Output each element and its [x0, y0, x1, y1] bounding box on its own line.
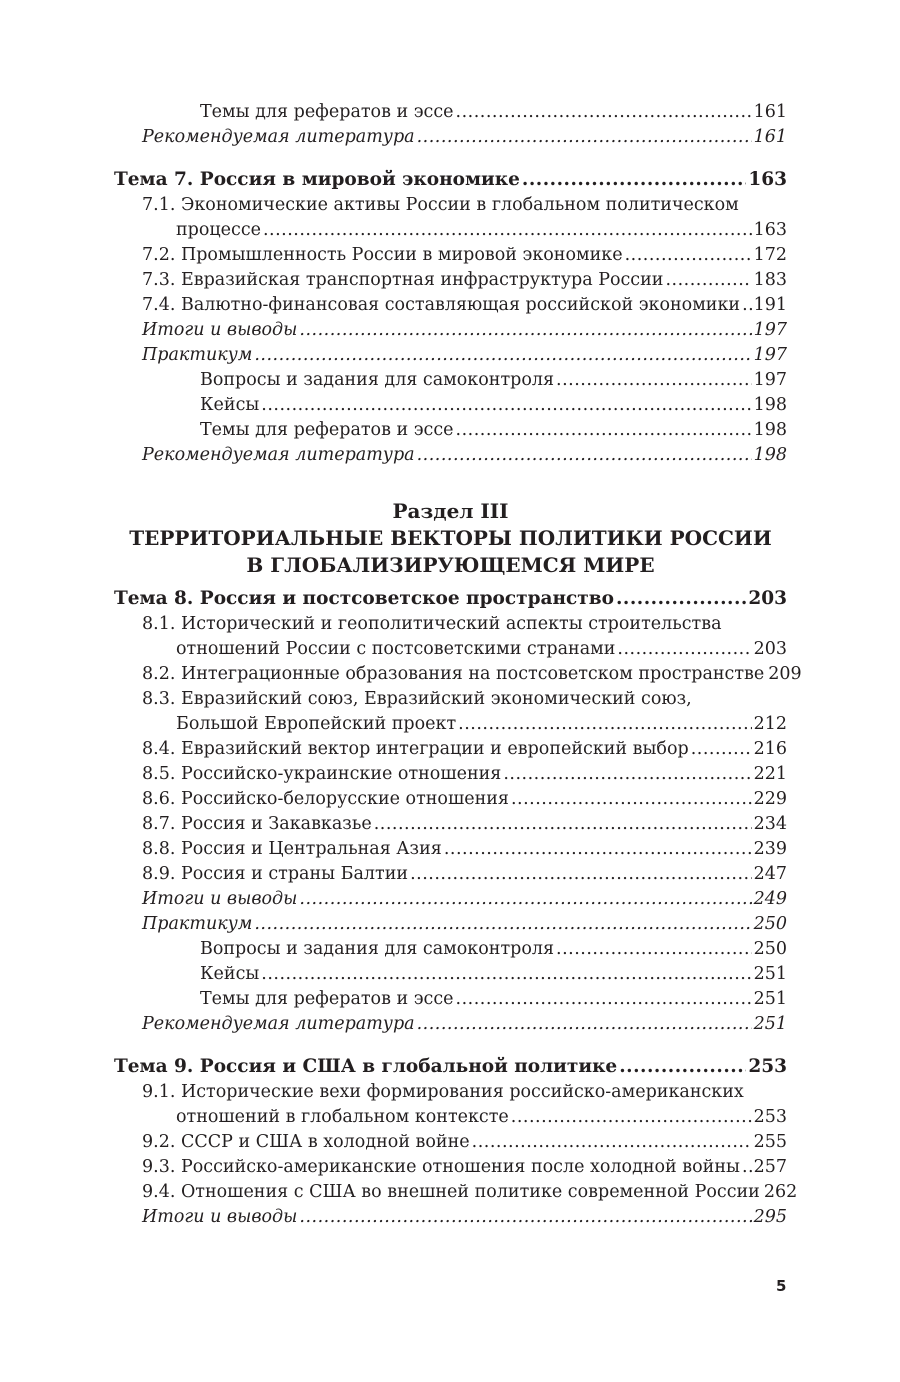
toc-entry-text: Итоги и выводы	[142, 1207, 298, 1227]
toc-entry-page: 172	[753, 245, 787, 265]
toc-entry-text: 7.2. Промышленность России в мировой экономике	[142, 245, 623, 265]
toc-entry-page: 250	[753, 939, 787, 959]
leader-dots	[456, 418, 752, 443]
topic-heading-page: 163	[748, 169, 787, 190]
toc-entry-page: 197	[753, 345, 787, 365]
toc-entry-text: отношений России с постсоветскими странами	[176, 639, 616, 659]
toc-entry-page: 216	[753, 739, 787, 759]
toc-entry[interactable]	[114, 418, 787, 443]
toc-entry-page: 250	[753, 914, 787, 934]
leader-dots	[742, 293, 752, 318]
toc-entry-page: 212	[753, 714, 787, 734]
toc-entry[interactable]	[114, 125, 787, 150]
toc-entry-page: 198	[753, 445, 787, 465]
toc-entry[interactable]	[114, 293, 787, 318]
topic-8-heading[interactable]	[114, 585, 787, 612]
toc-entry-text: Рекомендуемая литература	[142, 127, 415, 147]
toc-entry[interactable]	[114, 987, 787, 1012]
topic-7-items	[114, 243, 787, 468]
toc-entry[interactable]	[114, 343, 787, 368]
toc-top-group	[114, 100, 787, 150]
toc-entry-page: 247	[753, 864, 787, 884]
toc-entry-text: Итоги и выводы	[142, 889, 298, 909]
toc-entry-page: 295	[753, 1207, 787, 1227]
toc-entry-9-1[interactable]	[114, 1105, 787, 1130]
toc-entry-text: Вопросы и задания для самоконтроля	[200, 370, 555, 390]
toc-entry[interactable]	[114, 912, 787, 937]
toc-entry-7-1[interactable]	[114, 218, 787, 243]
toc-entry-page: 257	[753, 1157, 787, 1177]
toc-entry[interactable]	[114, 1205, 787, 1230]
leader-dots	[374, 812, 752, 837]
toc-entry-page: 249	[753, 889, 787, 909]
leader-dots	[254, 912, 751, 937]
section-3-title	[114, 498, 787, 579]
leader-dots	[444, 837, 752, 862]
toc-entry-9-1-line1[interactable]: 9.1. Исторические вехи формирования российско-американских	[142, 1082, 744, 1102]
toc-entry-text: 8.2. Интеграционные образования на постсоветском пространстве	[142, 664, 765, 684]
toc-entry-text: Практикум	[142, 345, 253, 365]
toc-entry-page: 255	[753, 1132, 787, 1152]
table-of-contents	[114, 100, 802, 1230]
toc-entry-text: Темы для рефератов и эссе	[200, 989, 454, 1009]
toc-entry-page: 251	[753, 964, 787, 984]
leader-dots	[261, 393, 751, 418]
toc-entry-text: 8.8. Россия и Центральная Азия	[142, 839, 442, 859]
toc-entry-text: 8.6. Российско-белорусские отношения	[142, 789, 509, 809]
topic-9-items	[114, 1130, 798, 1230]
topic-heading-page: 203	[748, 588, 787, 609]
leader-dots	[261, 962, 751, 987]
toc-entry[interactable]	[114, 1130, 787, 1155]
toc-entry-page: 239	[753, 839, 787, 859]
leader-dots	[263, 218, 752, 243]
toc-entry-text: отношений в глобальном контексте	[176, 1107, 509, 1127]
toc-entry-page: 221	[753, 764, 787, 784]
toc-entry-text: Кейсы	[200, 964, 260, 984]
toc-entry-8-2[interactable]	[114, 662, 802, 687]
toc-entry-text: Практикум	[142, 914, 253, 934]
leader-dots	[511, 787, 752, 812]
toc-entry[interactable]	[114, 737, 787, 762]
toc-entry-text: 7.3. Евразийская транспортная инфраструктура России	[142, 270, 664, 290]
toc-entry-page: 161	[753, 102, 787, 122]
section-title-line2: В ГЛОБАЛИЗИРУЮЩЕМСЯ МИРЕ	[246, 553, 655, 577]
toc-entry-text: 9.3. Российско-американские отношения после холодной войны	[142, 1157, 740, 1177]
toc-entry-page: 197	[753, 320, 787, 340]
topic-heading-text: Тема 9. Россия и США в глобальной политике	[114, 1056, 618, 1077]
topic-7-heading[interactable]	[114, 166, 787, 193]
toc-entry-8-3[interactable]	[114, 712, 787, 737]
topic-heading-text: Тема 7. Россия в мировой экономике	[114, 169, 520, 190]
toc-entry-page: 191	[753, 295, 787, 315]
toc-entry[interactable]	[114, 762, 787, 787]
toc-entry-text: 9.2. СССР и США в холодной войне	[142, 1132, 470, 1152]
toc-entry-page: 163	[753, 220, 787, 240]
toc-entry[interactable]	[114, 243, 787, 268]
leader-dots	[691, 737, 752, 762]
toc-entry-text: Большой Европейский проект	[176, 714, 457, 734]
leader-dots	[511, 1105, 752, 1130]
leader-dots	[503, 762, 751, 787]
toc-entry-text: Кейсы	[200, 395, 260, 415]
leader-dots	[665, 268, 751, 293]
toc-entry-text: Темы для рефератов и эссе	[200, 420, 454, 440]
toc-entry-page: 251	[753, 1014, 787, 1034]
toc-entry[interactable]	[114, 962, 787, 987]
leader-dots	[417, 125, 752, 150]
leader-dots	[472, 1130, 752, 1155]
toc-entry-text: 8.7. Россия и Закавказье	[142, 814, 372, 834]
leader-dots	[299, 1205, 751, 1230]
leader-dots	[456, 987, 752, 1012]
toc-entry[interactable]	[114, 887, 787, 912]
toc-entry-page: 197	[753, 370, 787, 390]
toc-entry[interactable]	[114, 1012, 787, 1037]
leader-dots	[625, 243, 752, 268]
toc-entry-page: 161	[753, 127, 787, 147]
toc-entry[interactable]	[114, 393, 787, 418]
leader-dots	[556, 368, 752, 393]
toc-entry-page: 234	[753, 814, 787, 834]
section-label: Раздел III	[392, 499, 509, 523]
toc-entry[interactable]	[114, 812, 787, 837]
toc-entry[interactable]	[114, 268, 787, 293]
toc-entry-text: 9.4. Отношения с США во внешней политике современной России	[142, 1182, 760, 1202]
toc-entry-text: 8.9. Россия и страны Балтии	[142, 864, 409, 884]
toc-entry-page: 251	[753, 989, 787, 1009]
toc-entry[interactable]	[114, 100, 787, 125]
toc-entry-text: 7.4. Валютно-финансовая составляющая российской экономики	[142, 295, 741, 315]
toc-entry-text: Итоги и выводы	[142, 320, 298, 340]
toc-entry-text: Темы для рефератов и эссе	[200, 102, 454, 122]
leader-dots	[619, 1053, 746, 1080]
toc-entry-7-1-line1[interactable]: 7.1. Экономические активы России в глобальном политическом	[142, 195, 739, 215]
toc-entry-text: 8.4. Евразийский вектор интеграции и европейский выбор	[142, 739, 689, 759]
toc-entry[interactable]	[114, 318, 787, 343]
toc-entry-text: процессе	[176, 220, 261, 240]
toc-entry-page: 203	[753, 639, 787, 659]
leader-dots	[616, 585, 746, 612]
toc-entry-page: 262	[763, 1182, 798, 1202]
toc-entry-text: Рекомендуемая литература	[142, 445, 415, 465]
toc-entry-page: 229	[753, 789, 787, 809]
toc-entry[interactable]	[114, 368, 787, 393]
leader-dots	[410, 862, 752, 887]
leader-dots	[417, 1012, 752, 1037]
toc-entry-text: 8.5. Российско-украинские отношения	[142, 764, 502, 784]
toc-entry[interactable]	[114, 443, 787, 468]
leader-dots	[299, 318, 751, 343]
toc-entry[interactable]	[114, 1155, 787, 1180]
toc-entry[interactable]	[114, 937, 787, 962]
toc-entry-page: 198	[753, 395, 787, 415]
topic-heading-text: Тема 8. Россия и постсоветское пространство	[114, 588, 614, 609]
leader-dots	[522, 166, 746, 193]
topic-9-heading[interactable]	[114, 1053, 787, 1080]
leader-dots	[299, 887, 751, 912]
toc-entry-page: 209	[768, 664, 802, 684]
topic-heading-page: 253	[748, 1056, 787, 1077]
leader-dots	[556, 937, 752, 962]
toc-entry-text: Рекомендуемая литература	[142, 1014, 415, 1034]
section-title-line1: ТЕРРИТОРИАЛЬНЫЕ ВЕКТОРЫ ПОЛИТИКИ РОССИИ	[129, 526, 772, 550]
toc-entry-page: 253	[753, 1107, 787, 1127]
toc-entry-page: 198	[753, 420, 787, 440]
leader-dots	[617, 637, 751, 662]
leader-dots	[456, 100, 752, 125]
page-number: 5	[776, 1277, 787, 1295]
toc-entry[interactable]	[114, 1180, 798, 1205]
toc-entry[interactable]	[114, 862, 787, 887]
toc-entry[interactable]	[114, 837, 787, 862]
leader-dots	[742, 1155, 752, 1180]
toc-entry-text: Вопросы и задания для самоконтроля	[200, 939, 555, 959]
topic-8-items	[114, 737, 787, 1037]
toc-entry[interactable]	[114, 787, 787, 812]
leader-dots	[417, 443, 752, 468]
toc-entry-8-1[interactable]	[114, 637, 787, 662]
toc-entry-8-3-line1[interactable]: 8.3. Евразийский союз, Евразийский экономический союз,	[142, 689, 692, 709]
leader-dots	[458, 712, 751, 737]
toc-entry-8-1-line1[interactable]: 8.1. Исторический и геополитический аспекты строительства	[142, 614, 722, 634]
toc-entry-page: 183	[753, 270, 787, 290]
leader-dots	[254, 343, 751, 368]
